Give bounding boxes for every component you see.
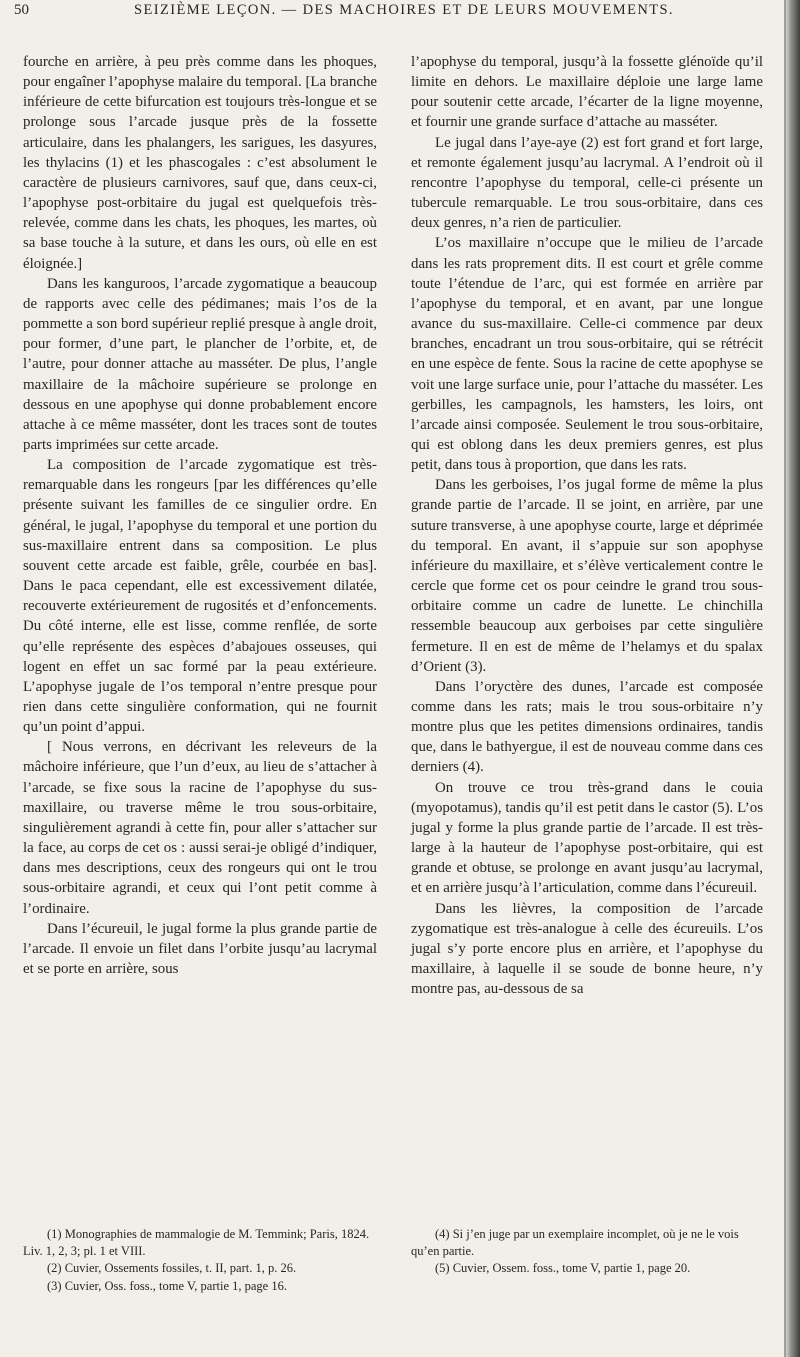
- paragraph: l’apophyse du temporal, jusqu’à la fossette glénoïde qu’il limite en dehors. Le maxillaire déploie une large lame pour soutenir cette arcade, l’écarter de la ligne moyenne, et fournir une grande surface d’attache au masséter.: [411, 54, 763, 131]
- running-title: SEIZIÈME LEÇON. — DES MACHOIRES ET DE LEURS MOUVEMENTS.: [134, 2, 674, 18]
- footnote: (4) Si j’en juge par un exemplaire incomplet, où je ne le vois qu’en partie.: [411, 1227, 739, 1259]
- footnote: (5) Cuvier, Ossem. foss., tome V, partie 1, page 20.: [435, 1261, 691, 1276]
- paragraph: Le jugal dans l’aye-aye (2) est fort grand et fort large, et remonte également jusqu’au lacrymal. A l’endroit où il rencontre l’apophyse du temporal, celle-ci présente un tubercule remarquable. Le trou sous-orbitaire, dans ces deux genres, n’a rien de particulier.: [411, 134, 763, 232]
- paragraph: Dans les lièvres, la composition de l’arcade zygomatique est très-analogue à celle des écureuils. L’os jugal s’y porte encore plus en arrière, et l’apophyse du maxillaire, à laquelle il se soude de bonne heure, n’y montre pas, au-dessous de sa: [411, 900, 763, 998]
- left-column: [23, 52, 377, 979]
- scan-edge-line: [784, 0, 786, 1357]
- paragraph: Dans l’oryctère des dunes, l’arcade est composée comme dans les rats; mais le trou sous-orbitaire n’y montre plus que les petites dimensions ordinaires, tandis que, dans le bathyergue, il est de nouveau comme dans ces derniers (4).: [411, 678, 763, 776]
- paragraph: La composition de l’arcade zygomatique est très-remarquable dans les rongeurs [par les différences qu’elle présente suivant les familles de ce singulier ordre. En général, le jugal, l’apophyse du temporal et une portion du sus-maxillaire entrent dans sa composition. Le plus souvent cette arcade est faible, grêle, courbée en bas]. Dans le paca cependant, elle est excessivement dilatée, recouverte extérieurement de rugosités et d’enfoncements. Du côté interne, elle est lisse, comme renflée, de sorte qu’elle représente des espèces d’abajoues osseuses, qui logent en effet un sac formé par la peau extérieure. L’apophyse jugale de l’os temporal n’entre presque pour rien dans cette singulière conformation, qui ne fournit qu’un point d’appui.: [23, 457, 377, 736]
- footnotes-right: [411, 1226, 763, 1278]
- page-header: [14, 2, 754, 24]
- footnote: (2) Cuvier, Ossements fossiles, t. II, part. 1, p. 26.: [47, 1261, 297, 1276]
- footnotes-left: [23, 1226, 377, 1295]
- paragraph: fourche en arrière, à peu près comme dans les phoques, pour engaîner l’apophyse malaire du temporal. [La branche inférieure de cette bifurcation est toujours très-longue et se prolonge sous l’arcade jusque près de la fossette articulaire, dans les phalangers, les sarigues, les dasyures, les thylacins (1) et les phascogales : c’est absolument le caractère de plusieurs carnivores, sauf que, dans ceux-ci, l’apophyse post-orbitaire du jugal est quelquefois très-relevée, comme dans les chats, les phoques, les martes, où sa base touche à la suture, et dans les ours, où elle en est éloignée.]: [23, 54, 377, 272]
- right-column: [411, 52, 763, 999]
- paragraph: L’os maxillaire n’occupe que le milieu de l’arcade dans les rats proprement dits. Il est court et grêle comme toute l’étendue de l’arc, qui est formée en arrière par l’apophyse du temporal, et en avant, par une longue avance du sus-maxillaire. Celle-ci commence par deux branches, encadrant un trou sous-orbitaire, qui se rétrécit en une espèce de fente. Sous la racine de cette apophyse se voit une large surface unie, pour l’attache du masséter. Les gerbilles, les campagnols, les hamsters, les loirs, ont l’arcade ainsi composée. Seulement le trou sous-orbitaire, qui est oblong dans les deux premiers genres, est plus petit, dans tous à proportion, que dans les rats.: [411, 235, 763, 474]
- scan-page-edge: [784, 0, 800, 1357]
- page-number: 50: [14, 2, 29, 18]
- footnote: (3) Cuvier, Oss. foss., tome V, partie 1, page 16.: [47, 1278, 287, 1293]
- paragraph: On trouve ce trou très-grand dans le couia (myopotamus), tandis qu’il est petit dans le castor (5). L’os jugal y forme la plus grande partie de l’arcade. Il est très-large à la hauteur de l’apophyse post-orbitaire, qui est grande et obtuse, se prolonge en avant jusqu’au lacrymal, et en arrière jusqu’à l’articulation, comme dans l’écureuil.: [411, 779, 763, 897]
- paragraph: Dans les kanguroos, l’arcade zygomatique a beaucoup de rapports avec celle des pédimanes; mais l’os de la pommette a son bord supérieur replié presque à angle droit, pour former, d’une part, le plancher de l’orbite, et, de l’autre, pour donner attache au masséter. De plus, l’angle maxillaire de la mâchoire supérieure se prolonge en dessous en une apophyse qui donne probablement encore attache à ce même masséter, dont les traces sont de toutes parts imprimées sur cette arcade.: [23, 275, 377, 453]
- paragraph: Dans les gerboises, l’os jugal forme de même la plus grande partie de l’arcade. Il se joint, en arrière, par une suture transverse, à une apophyse courte, large et déprimée du temporal. En avant, il s’appuie sur son apophyse inférieure du maxillaire, et s’élève verticalement contre le cercle que forme cet os pour ceindre le grand trou sous-orbitaire comme un cadre de lunette. Le chinchilla ressemble beaucoup aux gerboises par cette singulière fermeture. Il en est de même de l’helamys et du spalax d’Orient (3).: [411, 477, 763, 675]
- footnote: (1) Monographies de mammalogie de M. Temmink; Paris, 1824. Liv. 1, 2, 3; pl. 1 et VIII.: [23, 1227, 370, 1259]
- paragraph: [ Nous verrons, en décrivant les releveurs de la mâchoire inférieure, que l’un d’eux, au lieu de s’attacher à l’arcade, se fixe sous la racine de l’apophyse du sus-maxillaire, ou traverse même le trou sous-orbitaire, singulièrement agrandi à cette fin, pour aller s’attacher sur la face, au corps de cet os : aussi serai-je obligé d’indiquer, dans mes descriptions, ceux des rongeurs qui ont le trou sous-orbitaire agrandi, et ceux qui l’ont petit comme à l’ordinaire.: [23, 739, 377, 917]
- paragraph: Dans l’écureuil, le jugal forme la plus grande partie de l’arcade. Il envoie un filet dans l’orbite jusqu’au lacrymal et se porte en arrière, sous: [23, 920, 377, 978]
